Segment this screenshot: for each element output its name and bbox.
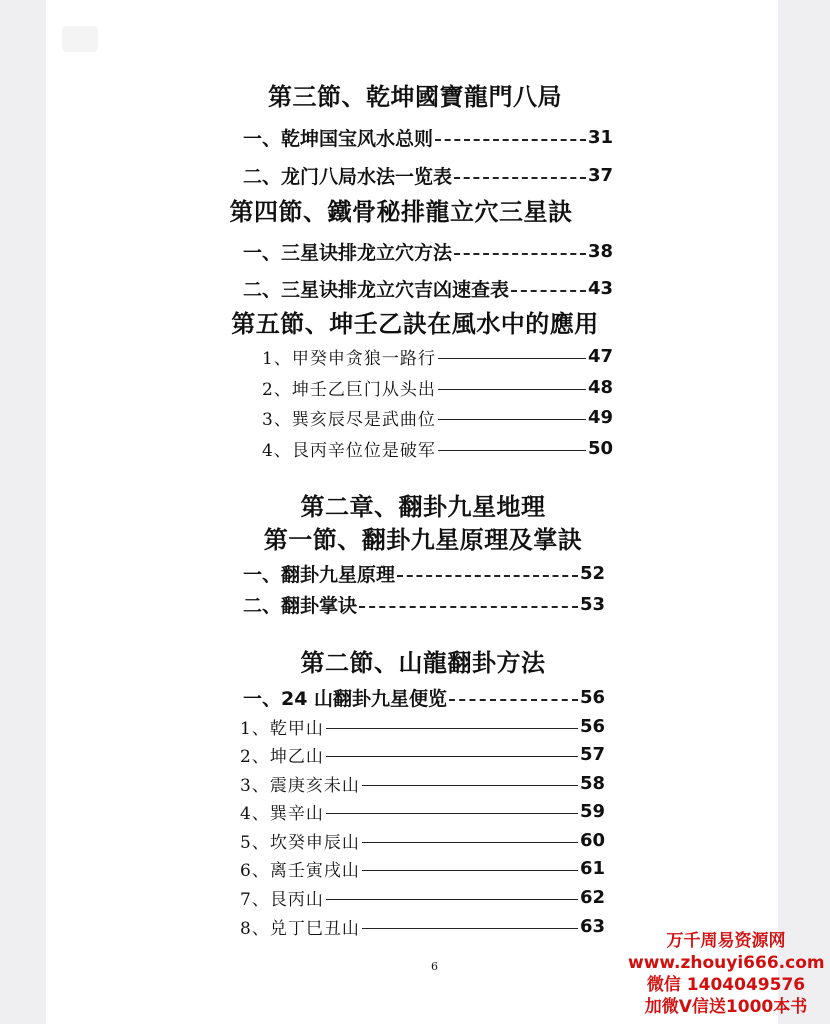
toc-leader: [362, 842, 578, 843]
toc-entry-page: 61: [579, 857, 605, 879]
toc-entry: [262, 435, 613, 461]
toc-entry-page: 43: [587, 277, 613, 299]
toc-entry-label: 1、甲癸申贪狼一路行: [262, 348, 436, 369]
toc-entry: [240, 827, 605, 853]
toc-entry-page: 58: [579, 772, 605, 794]
toc-leader: [326, 728, 578, 729]
toc-leader: [397, 573, 578, 577]
toc-entry: [240, 713, 605, 739]
toc-leader: [435, 137, 586, 141]
toc-leader: [326, 756, 578, 757]
toc-entry: [243, 124, 613, 150]
watermark-line: 加微V信送1000本书: [644, 997, 808, 1017]
toc-entry: [240, 884, 605, 910]
toc-leader: [359, 604, 578, 608]
toc-entry-label: 3、巽亥辰尽是武曲位: [262, 409, 436, 430]
toc-entry: [243, 684, 605, 710]
toc-entry-label: 一、乾坤国宝风水总则: [243, 127, 434, 150]
toc-entry-page: 38: [587, 240, 613, 262]
section-heading: 第二節、山龍翻卦方法: [300, 649, 546, 677]
toc-entry-page: 60: [579, 829, 605, 851]
toc-entry: [262, 404, 613, 430]
chapter-title: 第二章、翻卦九星地理: [300, 493, 546, 521]
toc-leader: [438, 450, 586, 451]
toc-entry-label: 二、翻卦掌诀: [243, 594, 358, 617]
toc-entry-page: 56: [579, 715, 605, 737]
toc-entry-page: 53: [579, 593, 605, 615]
page-number: 6: [431, 960, 438, 973]
toc-entry: [240, 770, 605, 796]
toc-entry-label: 一、三星诀排龙立穴方法: [243, 241, 453, 264]
toc-entry: [240, 855, 605, 881]
section-heading: 第五節、坤壬乙訣在風水中的應用: [231, 310, 599, 338]
toc-entry-label: 一、24 山翻卦九星便览: [243, 687, 448, 710]
toc-entry-page: 62: [579, 886, 605, 908]
toc-entry-label: 4、艮丙辛位位是破军: [262, 440, 436, 461]
toc-entry-label: 5、坎癸申辰山: [240, 832, 360, 853]
toc-leader: [326, 813, 578, 814]
toc-entry-page: 49: [587, 406, 613, 428]
toc-entry: [243, 238, 613, 264]
toc-leader: [438, 419, 586, 420]
section-heading: 第一節、翻卦九星原理及掌訣: [263, 526, 583, 554]
watermark-line: www.zhouyi666.com: [628, 953, 825, 973]
toc-entry: [240, 913, 605, 939]
toc-entry-page: 48: [587, 376, 613, 398]
section-heading: 第三節、乾坤國寶龍門八局: [268, 83, 562, 111]
toc-leader: [438, 389, 586, 390]
toc-entry: [243, 162, 613, 188]
toc-entry-label: 7、艮丙山: [240, 889, 324, 910]
watermark: [628, 930, 824, 1018]
toc-entry-label: 2、坤壬乙巨门从头出: [262, 379, 436, 400]
toc-leader: [362, 870, 578, 871]
toc-entry-label: 1、乾甲山: [240, 718, 324, 739]
toc-leader: [326, 899, 578, 900]
toc-entry-label: 3、震庚亥未山: [240, 775, 360, 796]
toc-entry-label: 2、坤乙山: [240, 746, 324, 767]
toc-entry-page: 37: [587, 164, 613, 186]
toc-entry-label: 二、三星诀排龙立穴吉凶速查表: [243, 278, 510, 301]
watermark-line: 微信 1404049576: [646, 975, 806, 995]
toc-leader: [438, 358, 586, 359]
toc-entry: [240, 741, 605, 767]
toc-leader: [454, 251, 586, 255]
toc-entry: [243, 275, 613, 301]
toc-entry-page: 52: [579, 562, 605, 584]
toc-leader: [449, 697, 578, 701]
toc-entry: [262, 343, 613, 369]
toc-entry-page: 31: [587, 126, 613, 148]
toc-entry-label: 4、巽辛山: [240, 803, 324, 824]
toc-entry: [240, 798, 605, 824]
section-heading: 第四節、鐵骨秘排龍立穴三星訣: [229, 198, 573, 226]
watermark-line: 万千周易资源网: [666, 931, 786, 951]
toc-entry: [243, 560, 605, 586]
toc-entry-label: 二、龙门八局水法一览表: [243, 165, 453, 188]
toc-entry-label: 8、兑丁巳丑山: [240, 918, 360, 939]
toc-entry-page: 47: [587, 345, 613, 367]
toc-entry: [262, 374, 613, 400]
toc-leader: [511, 288, 586, 292]
toc-entry-page: 63: [579, 915, 605, 937]
toc-entry-label: 6、离壬寅戌山: [240, 860, 360, 881]
toc-entry-page: 57: [579, 743, 605, 765]
toc-entry-label: 一、翻卦九星原理: [243, 563, 396, 586]
toc-entry: [243, 591, 605, 617]
toc-entry-page: 59: [579, 800, 605, 822]
toc-leader: [454, 175, 586, 179]
toc-entry-page: 56: [579, 686, 605, 708]
toc-entry-page: 50: [587, 437, 613, 459]
scan-smudge: [62, 26, 98, 52]
toc-leader: [362, 928, 578, 929]
toc-leader: [362, 785, 578, 786]
